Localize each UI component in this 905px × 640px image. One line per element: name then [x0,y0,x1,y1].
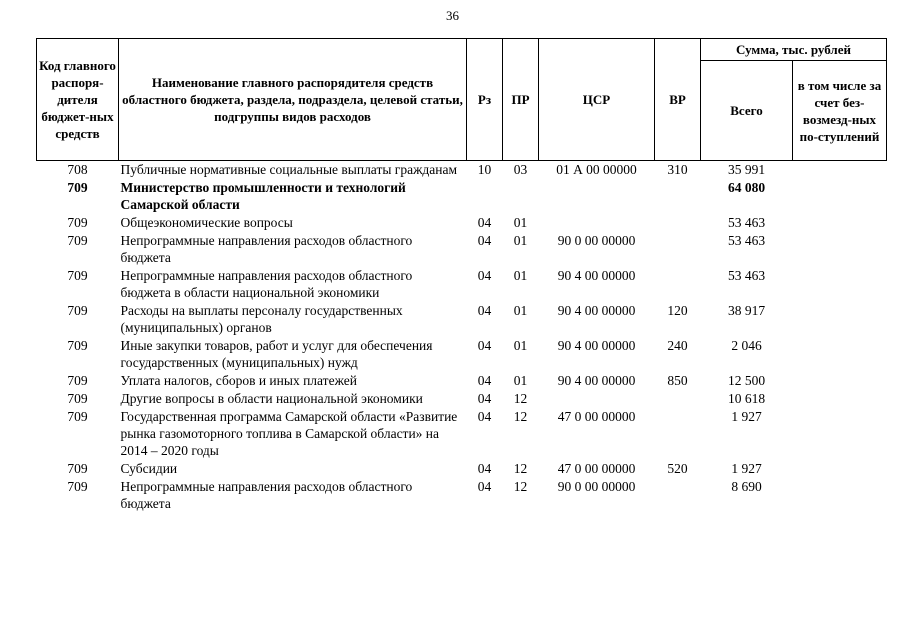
header-grants: в том числе за счет без-возмезд-ных по-ступлений [793,61,887,161]
cell-name: Непрограммные направления расходов областного бюджета в области национальной экономики [120,268,413,300]
cell-csr: 90 4 00 00000 [557,303,636,318]
cell-vr [655,478,701,513]
cell-pr: 01 [513,338,528,353]
cell-csr: 90 4 00 00000 [557,338,636,353]
table-row [37,179,887,214]
cell-pr: 12 [513,461,528,476]
cell-grants [793,372,887,390]
cell-csr: 90 4 00 00000 [557,373,636,388]
cell-vr: 520 [667,461,688,476]
cell-total: 1 927 [731,409,762,424]
cell-total: 35 991 [727,162,766,177]
cell-code: 709 [67,409,88,424]
cell-pr: 03 [513,162,528,177]
cell-total: 8 690 [731,479,762,494]
header-vr: ВР [655,39,701,161]
cell-pr: 12 [513,479,528,494]
cell-pr: 01 [513,303,528,318]
cell-grants [793,460,887,478]
cell-csr [539,179,655,214]
table-row [37,232,887,267]
cell-rz: 04 [477,338,492,353]
cell-grants [793,408,887,460]
table-body [37,161,887,514]
cell-total: 64 080 [727,180,766,195]
cell-total: 1 927 [731,461,762,476]
cell-name: Иные закупки товаров, работ и услуг для обеспечения государственных (муниципальных) нужд [120,338,433,370]
cell-pr: 01 [513,215,528,230]
cell-total: 38 917 [727,303,766,318]
cell-csr: 90 0 00 00000 [557,479,636,494]
cell-code: 709 [67,303,88,318]
cell-code: 709 [67,268,88,283]
cell-name: Публичные нормативные социальные выплаты гражданам [120,162,458,177]
header-name: Наименование главного распорядителя средств областного бюджета, раздела, подраздела, целевой статьи, подгруппы видов расходов [119,39,467,161]
cell-grants [793,302,887,337]
page-number: 36 [446,8,459,23]
cell-code: 709 [67,233,88,248]
cell-pr [503,179,539,214]
cell-grants [793,337,887,372]
cell-code: 709 [67,215,88,230]
cell-rz: 04 [477,373,492,388]
cell-csr [539,214,655,232]
cell-rz: 04 [477,303,492,318]
cell-rz: 04 [477,215,492,230]
table-row [37,478,887,513]
cell-grants [793,478,887,513]
cell-code: 709 [67,338,88,353]
cell-name: Государственная программа Самарской области «Развитие рынка газомоторного топлива в Самарской области» на 2014 – 2020 годы [120,409,458,458]
cell-total: 10 618 [727,391,766,406]
cell-vr [655,214,701,232]
cell-pr: 12 [513,391,528,406]
cell-code: 709 [67,391,88,406]
cell-code: 709 [67,373,88,388]
cell-pr: 01 [513,268,528,283]
cell-name: Министерство промышленности и технологий Самарской области [120,180,406,212]
table-row [37,214,887,232]
cell-csr: 47 0 00 00000 [557,409,636,424]
table-row [37,390,887,408]
cell-total: 12 500 [727,373,766,388]
cell-code: 709 [67,180,88,195]
cell-total: 53 463 [727,268,766,283]
cell-vr [655,390,701,408]
cell-csr: 90 4 00 00000 [557,268,636,283]
cell-vr [655,179,701,214]
table-row [37,337,887,372]
cell-rz: 04 [477,391,492,406]
cell-grants [793,232,887,267]
table-row [37,267,887,302]
header-sum: Сумма, тыс. рублей [701,39,887,61]
cell-rz: 04 [477,409,492,424]
table-row [37,460,887,478]
cell-pr: 01 [513,233,528,248]
cell-rz: 10 [477,162,492,177]
cell-name: Общеэкономические вопросы [120,215,293,230]
header-pr: ПР [503,39,539,161]
budget-table [36,38,887,513]
cell-csr: 90 0 00 00000 [557,233,636,248]
cell-pr: 12 [513,409,528,424]
cell-rz: 04 [477,479,492,494]
cell-total: 2 046 [731,338,762,353]
cell-code: 709 [67,479,88,494]
cell-name: Уплата налогов, сборов и иных платежей [120,373,357,388]
cell-total: 53 463 [727,233,766,248]
table-row [37,408,887,460]
cell-grants [793,179,887,214]
cell-code: 709 [67,461,88,476]
cell-vr: 850 [667,373,688,388]
cell-name: Субсидии [120,461,178,476]
cell-rz: 04 [477,233,492,248]
cell-csr [539,390,655,408]
table-header [37,39,887,161]
cell-csr: 01 А 00 00000 [556,162,637,177]
cell-grants [793,161,887,180]
cell-rz: 04 [477,268,492,283]
header-total: Всего [701,61,793,161]
cell-vr [655,232,701,267]
cell-grants [793,214,887,232]
cell-total: 53 463 [727,215,766,230]
cell-code: 708 [67,162,88,177]
header-code: Код главного распоря-дителя бюджет-ных средств [37,39,119,161]
cell-vr [655,408,701,460]
table-row [37,302,887,337]
cell-vr: 310 [667,162,688,177]
header-rz: Рз [467,39,503,161]
cell-rz [467,179,503,214]
cell-vr: 240 [667,338,688,353]
cell-name: Непрограммные направления расходов областного бюджета [120,233,413,265]
table-row [37,161,887,180]
cell-rz: 04 [477,461,492,476]
cell-grants [793,390,887,408]
cell-csr: 47 0 00 00000 [557,461,636,476]
cell-grants [793,267,887,302]
cell-vr [655,267,701,302]
cell-pr: 01 [513,373,528,388]
cell-name: Непрограммные направления расходов областного бюджета [120,479,413,511]
header-csr: ЦСР [539,39,655,161]
cell-name: Расходы на выплаты персоналу государственных (муниципальных) органов [120,303,403,335]
cell-vr: 120 [667,303,688,318]
table-row [37,372,887,390]
cell-name: Другие вопросы в области национальной экономики [120,391,423,406]
